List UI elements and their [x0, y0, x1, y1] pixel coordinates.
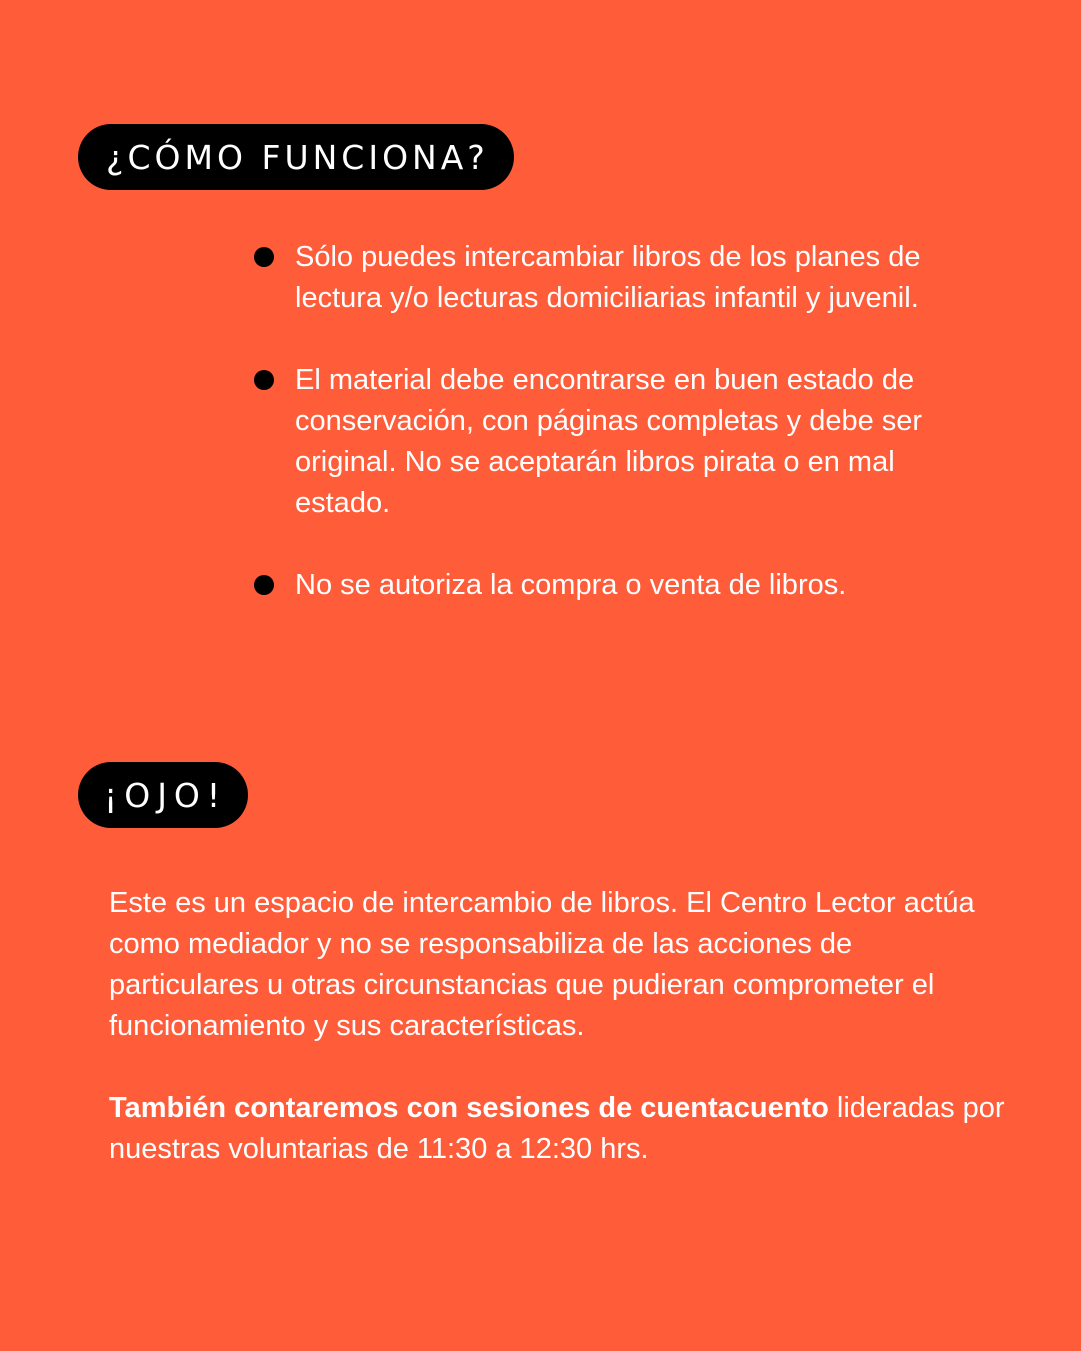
storytelling-text: lideradas por nuestras voluntarias de 11:30 a 12:30 hrs.: [109, 1092, 1005, 1165]
section-title-how-it-works: [78, 124, 514, 190]
section-title-how-it-works-text: ¿CÓMO FUNCIONA?: [106, 137, 489, 177]
disclaimer-paragraph: Este es un espacio de intercambio de libros. El Centro Lector actúa como mediador y no se responsabiliza de las acciones de particulares u otras circunstancias que pudieran comprometer el funcionamiento y sus características.: [109, 887, 975, 1042]
bullet-icon: [254, 575, 274, 595]
rule-text: No se autoriza la compra o venta de libros.: [295, 569, 847, 601]
rules-list: [254, 237, 974, 647]
storytelling-bold-text: También contaremos con sesiones de cuentacuento: [109, 1092, 829, 1124]
rule-text: El material debe encontrarse en buen estado de conservación, con páginas completas y debe ser original. No se aceptarán libros pirata o en mal estado.: [295, 364, 923, 519]
section-title-warning: [78, 762, 248, 828]
bullet-icon: [254, 370, 274, 390]
storytelling-paragraph: [109, 1088, 1009, 1170]
list-item: [254, 565, 974, 606]
bullet-icon: [254, 247, 274, 267]
rule-text: Sólo puedes intercambiar libros de los planes de lectura y/o lecturas domiciliarias infantil y juvenil.: [295, 241, 921, 314]
list-item: [254, 237, 974, 319]
list-item: [254, 360, 974, 524]
section-title-warning-text: ¡OJO!: [104, 775, 228, 815]
